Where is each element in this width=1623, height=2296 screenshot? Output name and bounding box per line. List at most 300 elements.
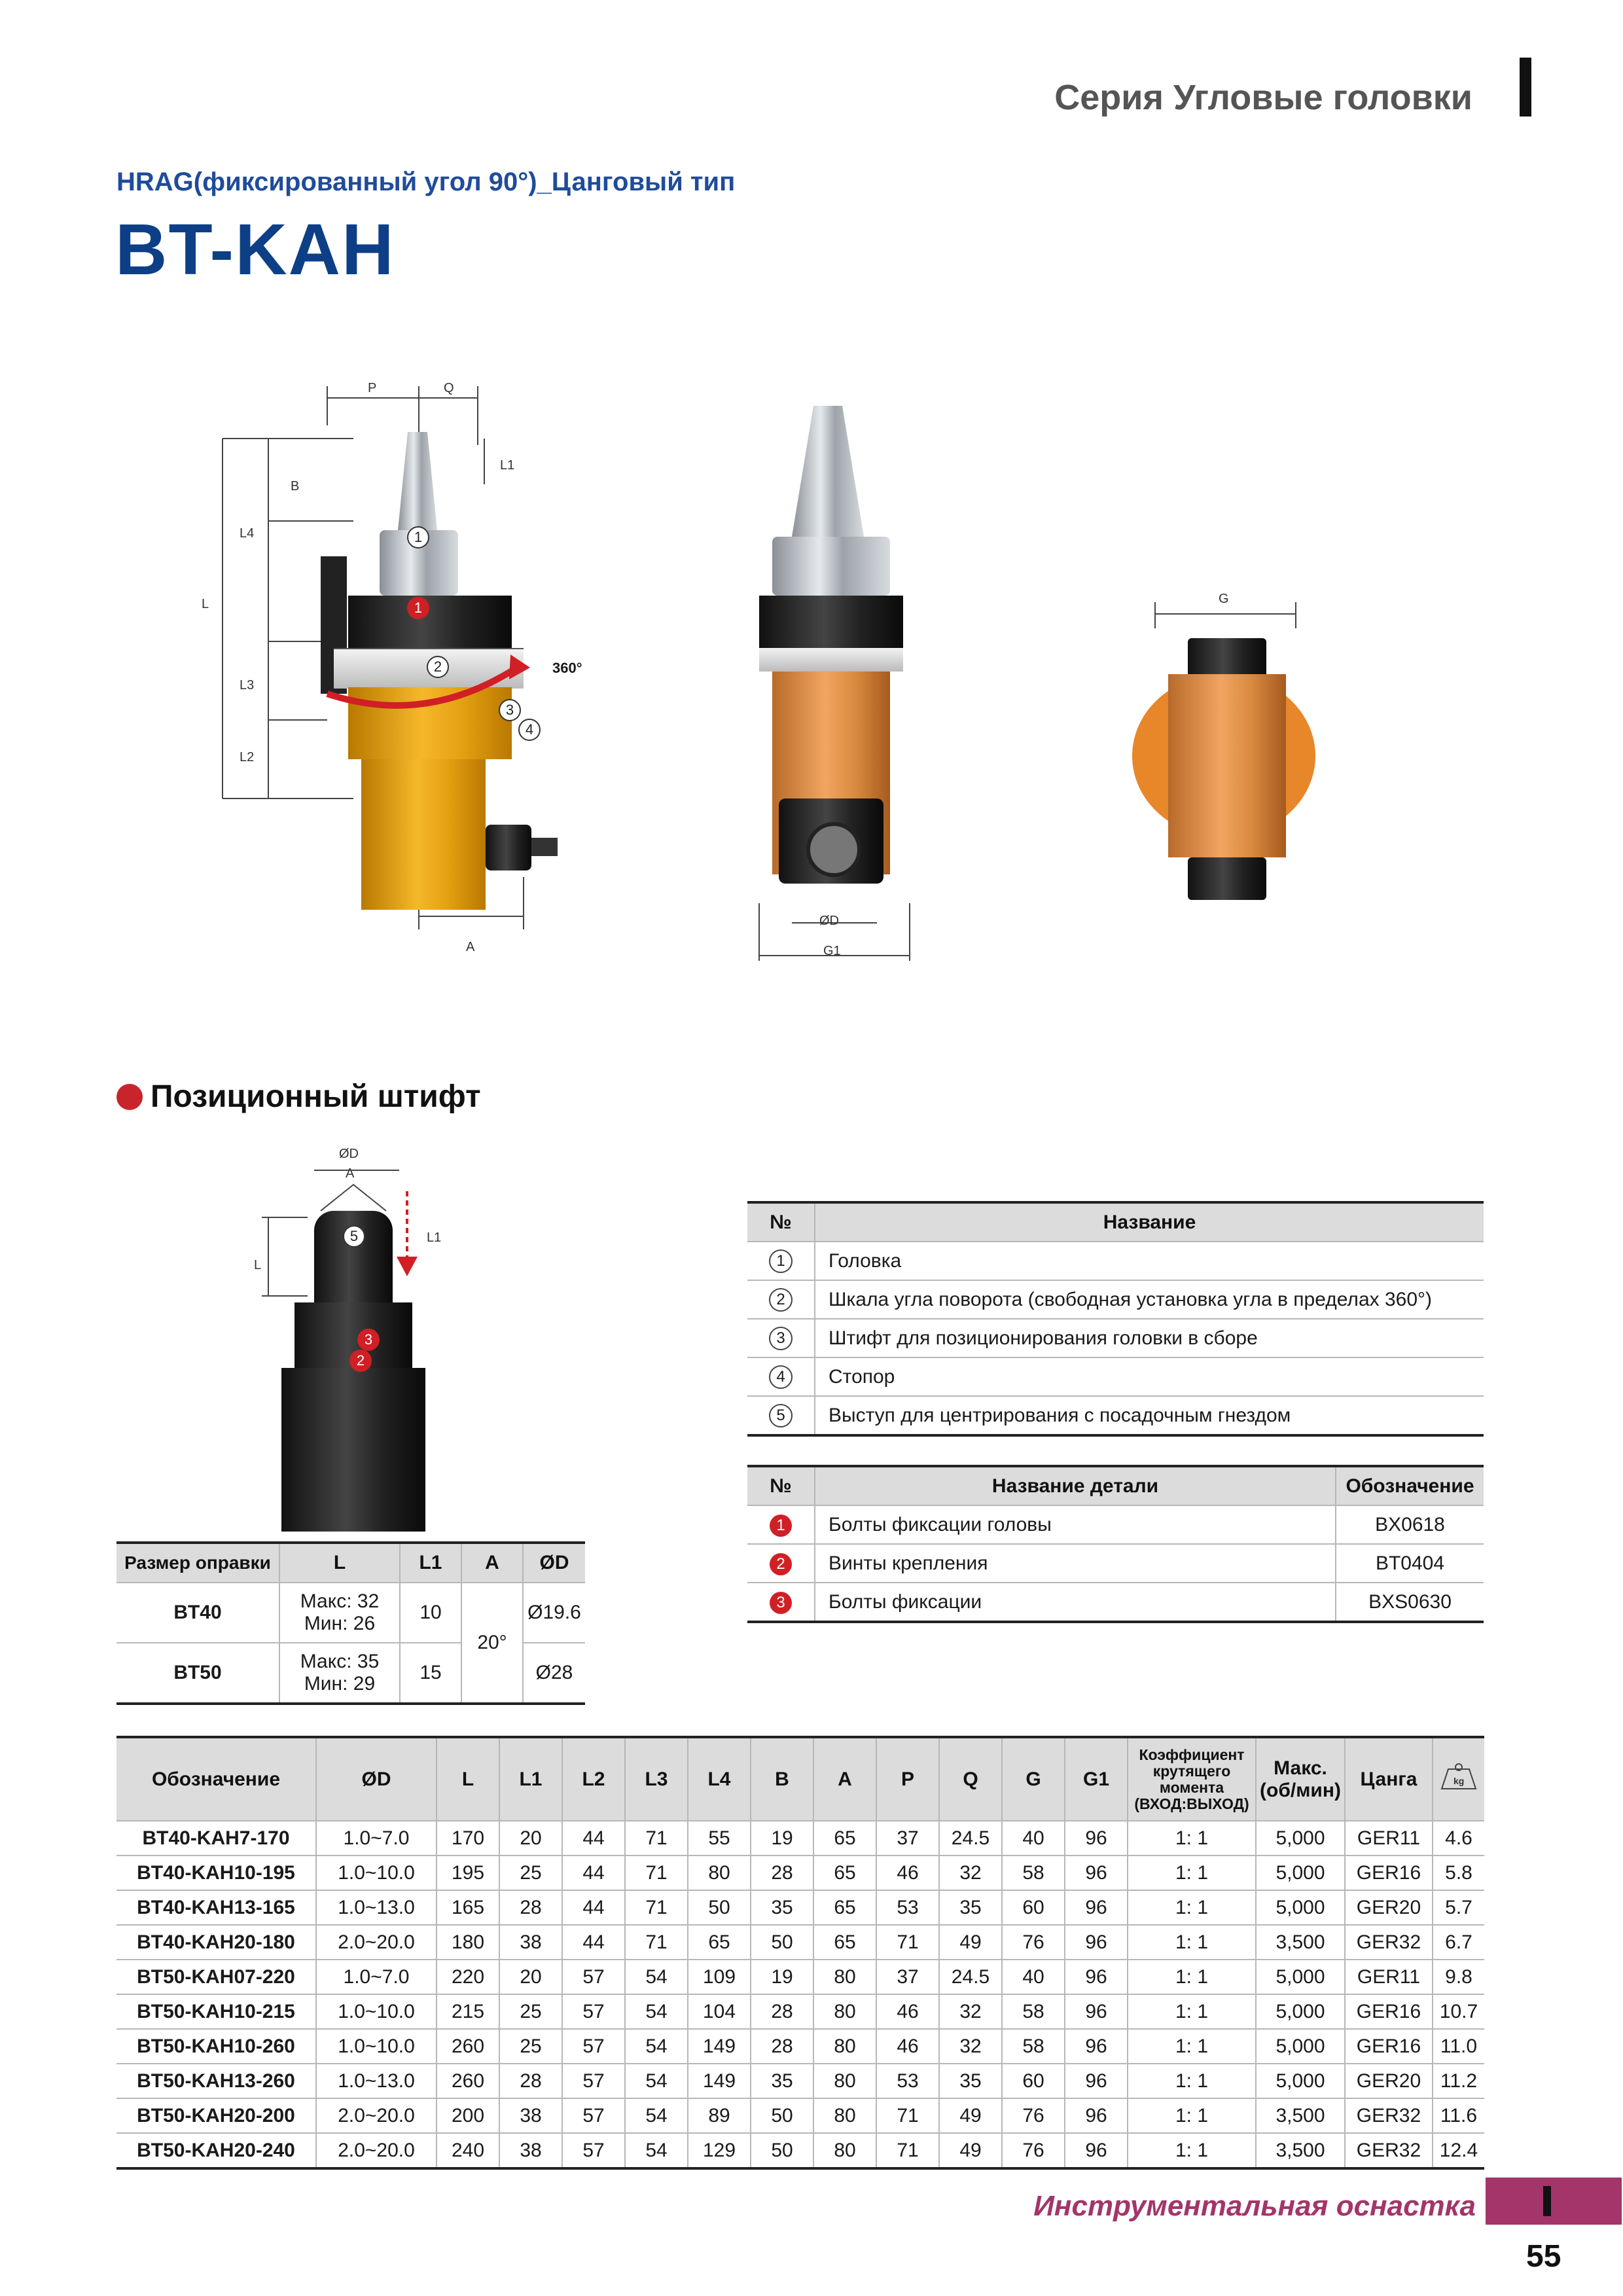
col-code: Обозначение (1336, 1466, 1484, 1505)
col-l: L (279, 1543, 400, 1583)
spec-cell: 3,500 (1256, 1925, 1345, 1960)
col-torque-ratio: Коэффициент крутящего момента (ВХОД:ВЫХОД) (1128, 1737, 1256, 1821)
spec-cell: 25 (499, 2029, 562, 2064)
col-g1: G1 (1065, 1737, 1128, 1821)
spec-cell: 1: 1 (1128, 2133, 1256, 2168)
pin-size-table (116, 1541, 585, 1705)
part-name: Выступ для центрирования с посадочным гнездом (815, 1396, 1484, 1435)
rotation-label: 360° (552, 660, 582, 676)
col-b: B (751, 1737, 813, 1821)
spec-cell: 6.7 (1433, 1925, 1484, 1960)
table-header-row (747, 1466, 1484, 1505)
spec-cell: 1.0~13.0 (316, 1890, 437, 1925)
table-row (116, 1583, 585, 1643)
dim-l2: L2 (240, 750, 255, 764)
spec-cell: 46 (876, 2029, 939, 2064)
spec-cell: 76 (1002, 2133, 1065, 2168)
spec-cell: 65 (813, 1821, 876, 1856)
spec-cell: 9.8 (1433, 1960, 1484, 1994)
spec-cell: 40 (1002, 1821, 1065, 1856)
table-row (747, 1319, 1484, 1357)
spec-cell: GER32 (1345, 1925, 1433, 1960)
spec-cell: 1.0~7.0 (316, 1960, 437, 1994)
spec-cell: 5,000 (1256, 2029, 1345, 2064)
footer-tab-label (1543, 2186, 1551, 2216)
section-arrow-icon (116, 1084, 143, 1110)
marker-1-red: 1 (407, 597, 429, 619)
spec-cell: 28 (499, 1890, 562, 1925)
front-lock-ring (759, 596, 903, 648)
spec-cell: 1: 1 (1128, 1890, 1256, 1925)
spec-cell: 1: 1 (1128, 1925, 1256, 1960)
spec-cell: 19 (751, 1821, 813, 1856)
dim-l4: L4 (240, 526, 255, 541)
col-l: L (437, 1737, 499, 1821)
col-weight (1433, 1737, 1484, 1821)
spec-designation: BT50-KAH07-220 (116, 1960, 316, 1994)
spec-cell: 35 (751, 1890, 813, 1925)
spec-cell: 80 (813, 2133, 876, 2168)
spec-cell: GER11 (1345, 1960, 1433, 1994)
weight-icon (1439, 1763, 1478, 1791)
spec-cell: 96 (1065, 1821, 1128, 1856)
pin-l-min: Мин: 29 (304, 1673, 376, 1695)
spec-designation: BT40-KAH20-180 (116, 1925, 316, 1960)
spec-cell: 44 (562, 1821, 625, 1856)
spec-cell: GER32 (1345, 2098, 1433, 2133)
spec-designation: BT40-KAH10-195 (116, 1856, 316, 1890)
spec-designation: BT40-KAH7-170 (116, 1821, 316, 1856)
front-flange (772, 537, 890, 596)
table-row (747, 1357, 1484, 1396)
section-title: Позиционный штифт (151, 1079, 481, 1114)
spec-designation: BT50-KAH20-200 (116, 2098, 316, 2133)
spec-cell: 96 (1065, 2133, 1128, 2168)
model-title: BT-KAH (115, 209, 395, 290)
pin-l1: 10 (400, 1583, 461, 1643)
spec-cell: 58 (1002, 1994, 1065, 2029)
spec-cell: 49 (939, 2098, 1002, 2133)
spec-designation: BT50-KAH10-215 (116, 1994, 316, 2029)
spec-cell: 50 (751, 2133, 813, 2168)
spec-cell: 80 (813, 1994, 876, 2029)
detail-code: BT0404 (1336, 1544, 1484, 1583)
table-header-row (747, 1202, 1484, 1242)
pin-l-max: Макс: 32 (300, 1590, 380, 1612)
table-row (116, 2064, 1484, 2098)
part-name: Головка (815, 1242, 1484, 1280)
spec-cell: 96 (1065, 1994, 1128, 2029)
col-d: ØD (523, 1543, 585, 1583)
spec-cell: 1.0~10.0 (316, 1856, 437, 1890)
spec-cell: 53 (876, 2064, 939, 2098)
table-row (747, 1280, 1484, 1319)
spec-cell: 2.0~20.0 (316, 2098, 437, 2133)
spec-cell: 24.5 (939, 1960, 1002, 1994)
spec-cell: 71 (876, 2098, 939, 2133)
spec-cell: 1: 1 (1128, 2029, 1256, 2064)
spec-designation: BT50-KAH13-260 (116, 2064, 316, 2098)
col-d: ØD (316, 1737, 437, 1821)
col-a: A (461, 1543, 523, 1583)
lock-ring (348, 596, 512, 648)
angle-head-side-figure (1126, 589, 1335, 916)
spec-cell: 35 (751, 2064, 813, 2098)
detail-number: 2 (770, 1553, 792, 1575)
spec-cell: 1: 1 (1128, 1960, 1256, 1994)
spec-cell: 104 (688, 1994, 751, 2029)
spec-cell: 50 (751, 2098, 813, 2133)
spec-cell: 1: 1 (1128, 2098, 1256, 2133)
part-number: 4 (769, 1365, 793, 1389)
spec-cell: 2.0~20.0 (316, 1925, 437, 1960)
col-name: Название (815, 1202, 1484, 1242)
spec-cell: 5,000 (1256, 1960, 1345, 1994)
dim-p: P (368, 381, 377, 395)
spec-cell: 25 (499, 1994, 562, 2029)
col-g: G (1002, 1737, 1065, 1821)
spec-cell: 54 (625, 2133, 688, 2168)
angle-head-front-figure (746, 406, 923, 962)
table-row (116, 1890, 1484, 1925)
spec-cell: 1.0~7.0 (316, 1821, 437, 1856)
table-row (116, 2133, 1484, 2168)
spec-cell: 38 (499, 2098, 562, 2133)
page-number: 55 (1526, 2239, 1561, 2274)
spec-cell: 54 (625, 2064, 688, 2098)
spec-cell: 44 (562, 1856, 625, 1890)
spec-cell: 65 (813, 1925, 876, 1960)
spec-cell: 54 (625, 1994, 688, 2029)
part-name: Шкала угла поворота (свободная установка угла в пределах 360°) (815, 1280, 1484, 1319)
spec-designation: BT40-KAH13-165 (116, 1890, 316, 1925)
spec-cell: 96 (1065, 2029, 1128, 2064)
spec-cell: 38 (499, 2133, 562, 2168)
side-dimension-lines (1126, 589, 1335, 628)
spec-cell: 58 (1002, 1856, 1065, 1890)
spec-cell: 57 (562, 1960, 625, 1994)
table-row (747, 1242, 1484, 1280)
spec-cell: 19 (751, 1960, 813, 1994)
marker-4: 4 (518, 719, 541, 741)
weight-unit: kg (1454, 1775, 1465, 1786)
spec-cell: GER16 (1345, 1856, 1433, 1890)
col-no: № (747, 1202, 815, 1242)
spec-cell: 96 (1065, 2064, 1128, 2098)
dim-l: L (202, 597, 209, 611)
spec-cell: 65 (813, 1890, 876, 1925)
angle-head-dimension-figure (196, 367, 615, 956)
spec-cell: 53 (876, 1890, 939, 1925)
pin-size: BT40 (116, 1583, 279, 1643)
spec-cell: 5.8 (1433, 1856, 1484, 1890)
table-row (747, 1396, 1484, 1435)
col-no: № (747, 1466, 815, 1505)
spec-cell: 129 (688, 2133, 751, 2168)
spec-cell: 76 (1002, 1925, 1065, 1960)
side-top-nut (1188, 638, 1266, 677)
pin-dim-a: A (346, 1166, 355, 1181)
spec-cell: 20 (499, 1960, 562, 1994)
spec-cell: 25 (499, 1856, 562, 1890)
part-number: 2 (769, 1288, 793, 1312)
spec-cell: 37 (876, 1821, 939, 1856)
spec-cell: 200 (437, 2098, 499, 2133)
spec-cell: 54 (625, 2098, 688, 2133)
spec-cell: 96 (1065, 2098, 1128, 2133)
spec-cell: 215 (437, 1994, 499, 2029)
pin-l (279, 1583, 400, 1643)
spec-cell: 170 (437, 1821, 499, 1856)
pin-dim-l1: L1 (427, 1230, 442, 1245)
col-p: P (876, 1737, 939, 1821)
col-designation: Обозначение (116, 1737, 316, 1821)
spec-cell: 80 (813, 2064, 876, 2098)
spec-cell: 46 (876, 1856, 939, 1890)
col-size: Размер оправки (116, 1543, 279, 1583)
detail-number: 3 (770, 1592, 792, 1614)
spec-designation: BT50-KAH10-260 (116, 2029, 316, 2064)
spec-table-body (116, 1821, 1484, 2168)
spec-cell: 49 (939, 1925, 1002, 1960)
detail-number: 1 (770, 1515, 792, 1537)
spec-cell: 260 (437, 2064, 499, 2098)
spec-cell: 80 (813, 1960, 876, 1994)
spec-cell: GER20 (1345, 1890, 1433, 1925)
col-l1: L1 (499, 1737, 562, 1821)
pin-d: Ø28 (523, 1643, 585, 1704)
spec-cell: 240 (437, 2133, 499, 2168)
col-detail-name: Название детали (815, 1466, 1336, 1505)
detail-table (747, 1465, 1484, 1623)
part-name: Стопор (815, 1357, 1484, 1396)
detail-name: Болты фиксации (815, 1583, 1336, 1622)
spec-cell: 28 (499, 2064, 562, 2098)
dim-g: G (1219, 592, 1229, 606)
dim-l3: L3 (240, 678, 255, 692)
spec-cell: 35 (939, 1890, 1002, 1925)
spec-cell: 57 (562, 2133, 625, 2168)
table-header-row (116, 1543, 585, 1583)
spec-cell: 32 (939, 1994, 1002, 2029)
spec-cell: 3,500 (1256, 2133, 1345, 2168)
marker-1-white: 1 (407, 526, 429, 548)
spec-cell: 5,000 (1256, 1890, 1345, 1925)
spec-cell: 11.2 (1433, 2064, 1484, 2098)
spec-cell: 57 (562, 2029, 625, 2064)
product-subtitle: HRAG(фиксированный угол 90°)_Цанговый тип (116, 168, 736, 196)
spec-cell: 1: 1 (1128, 1994, 1256, 2029)
parts-table (747, 1201, 1484, 1437)
spec-cell: 89 (688, 2098, 751, 2133)
spec-cell: 1: 1 (1128, 1821, 1256, 1856)
pin-dim-d: ØD (339, 1147, 359, 1161)
pin-l (279, 1643, 400, 1704)
spec-cell: 1: 1 (1128, 1856, 1256, 1890)
spec-cell: 96 (1065, 1925, 1128, 1960)
output-spindle (531, 838, 558, 856)
spec-cell: 44 (562, 1890, 625, 1925)
dim-a: A (466, 940, 475, 954)
spec-cell: 65 (813, 1856, 876, 1890)
spec-cell: 38 (499, 1925, 562, 1960)
spec-cell: 3,500 (1256, 2098, 1345, 2133)
detail-name: Болты фиксации головы (815, 1505, 1336, 1544)
spec-cell: 32 (939, 1856, 1002, 1890)
spec-cell: 5,000 (1256, 2064, 1345, 2098)
spec-cell: 71 (625, 1856, 688, 1890)
detail-code: BX0618 (1336, 1505, 1484, 1544)
front-scale (759, 648, 903, 672)
marker-2: 2 (427, 656, 449, 678)
table-row (116, 1821, 1484, 1856)
spec-cell: 57 (562, 2064, 625, 2098)
spec-cell: 28 (751, 1856, 813, 1890)
spec-cell: GER32 (1345, 2133, 1433, 2168)
spec-cell: GER11 (1345, 1821, 1433, 1856)
table-row (116, 1994, 1484, 2029)
collet-bore (806, 822, 861, 877)
dim-q: Q (444, 381, 454, 395)
spec-cell: 4.6 (1433, 1821, 1484, 1856)
spec-cell: 49 (939, 2133, 1002, 2168)
spec-cell: 5,000 (1256, 1856, 1345, 1890)
table-header-row (116, 1737, 1484, 1821)
series-title: Серия Угловые головки (1054, 78, 1472, 117)
spec-cell: 96 (1065, 1890, 1128, 1925)
spec-cell: 1: 1 (1128, 2064, 1256, 2098)
pin-a: 20° (461, 1583, 523, 1704)
spec-cell: GER20 (1345, 2064, 1433, 2098)
pin-l1: 15 (400, 1643, 461, 1704)
pin-d: Ø19.6 (523, 1583, 585, 1643)
spec-cell: 149 (688, 2064, 751, 2098)
spec-cell: 50 (688, 1890, 751, 1925)
spec-cell: 180 (437, 1925, 499, 1960)
part-number: 5 (769, 1404, 793, 1427)
front-taper (792, 406, 864, 537)
col-collet: Цанга (1345, 1737, 1433, 1821)
dim-g1: G1 (823, 944, 841, 958)
spec-cell: 11.0 (1433, 2029, 1484, 2064)
side-body (1168, 674, 1286, 857)
spec-cell: 195 (437, 1856, 499, 1890)
col-a: A (813, 1737, 876, 1821)
table-row (116, 1856, 1484, 1890)
spec-cell: 71 (876, 2133, 939, 2168)
pin-l-max: Макс: 35 (300, 1651, 380, 1672)
spec-cell: 32 (939, 2029, 1002, 2064)
spec-cell: 57 (562, 1994, 625, 2029)
collet-nut (486, 825, 531, 870)
spec-cell: 2.0~20.0 (316, 2133, 437, 2168)
spec-cell: 54 (625, 1960, 688, 1994)
pin-size: BT50 (116, 1643, 279, 1704)
col-max-rpm: Макс. (об/мин) (1256, 1737, 1345, 1821)
spec-cell: 37 (876, 1960, 939, 1994)
table-row (116, 1925, 1484, 1960)
col-l4: L4 (688, 1737, 751, 1821)
part-name: Штифт для позиционирования головки в сборе (815, 1319, 1484, 1357)
table-row (747, 1583, 1484, 1622)
spec-cell: 96 (1065, 1856, 1128, 1890)
spec-table (116, 1736, 1484, 2170)
dim-d: ØD (819, 914, 839, 928)
spec-cell: 65 (688, 1925, 751, 1960)
spec-cell: 50 (751, 1925, 813, 1960)
spec-cell: 76 (1002, 2098, 1065, 2133)
spec-cell: 44 (562, 1925, 625, 1960)
detail-name: Винты крепления (815, 1544, 1336, 1583)
spec-cell: 1.0~10.0 (316, 1994, 437, 2029)
series-bar (1520, 58, 1531, 117)
table-row (747, 1544, 1484, 1583)
spec-cell: GER16 (1345, 1994, 1433, 2029)
spec-cell: 46 (876, 1994, 939, 2029)
table-row (116, 1960, 1484, 1994)
spec-cell: 35 (939, 2064, 1002, 2098)
spec-cell: 60 (1002, 1890, 1065, 1925)
side-bottom-nut (1188, 857, 1266, 900)
table-row (116, 2098, 1484, 2133)
col-l2: L2 (562, 1737, 625, 1821)
col-l1: L1 (400, 1543, 461, 1583)
spec-cell: 80 (813, 2029, 876, 2064)
spec-cell: 11.6 (1433, 2098, 1484, 2133)
spec-cell: 165 (437, 1890, 499, 1925)
spec-cell: 24.5 (939, 1821, 1002, 1856)
spec-cell: GER16 (1345, 2029, 1433, 2064)
pin-marker-3: 3 (357, 1329, 380, 1351)
detail-code: BXS0630 (1336, 1583, 1484, 1622)
spec-cell: 220 (437, 1960, 499, 1994)
spec-cell: 71 (625, 1890, 688, 1925)
position-pin-figure (249, 1145, 465, 1532)
spec-cell: 71 (625, 1821, 688, 1856)
spec-cell: 5,000 (1256, 1821, 1345, 1856)
spec-cell: 10.7 (1433, 1994, 1484, 2029)
spec-cell: 71 (625, 1925, 688, 1960)
spec-cell: 80 (813, 2098, 876, 2133)
gold-head (361, 759, 486, 910)
spec-cell: 58 (1002, 2029, 1065, 2064)
spec-cell: 1.0~13.0 (316, 2064, 437, 2098)
footer-tab (1486, 2178, 1622, 2225)
spec-cell: 71 (876, 1925, 939, 1960)
spec-cell: 60 (1002, 2064, 1065, 2098)
spec-cell: 28 (751, 1994, 813, 2029)
table-row (116, 2029, 1484, 2064)
spec-cell: 96 (1065, 1960, 1128, 1994)
footer-title: Инструментальная оснастка (1033, 2190, 1476, 2222)
spec-cell: 55 (688, 1821, 751, 1856)
spec-designation: BT50-KAH20-240 (116, 2133, 316, 2168)
table-row (747, 1505, 1484, 1544)
col-q: Q (939, 1737, 1002, 1821)
part-number: 3 (769, 1327, 793, 1350)
pin-marker-2: 2 (349, 1350, 372, 1372)
spec-cell: 5,000 (1256, 1994, 1345, 2029)
spec-cell: 1.0~10.0 (316, 2029, 437, 2064)
spec-cell: 149 (688, 2029, 751, 2064)
pin-l-min: Мин: 26 (304, 1613, 376, 1634)
pin-marker-5: 5 (343, 1225, 365, 1247)
spec-cell: 57 (562, 2098, 625, 2133)
spec-cell: 40 (1002, 1960, 1065, 1994)
spec-cell: 5.7 (1433, 1890, 1484, 1925)
pin-dim-l: L (254, 1258, 262, 1272)
spec-cell: 20 (499, 1821, 562, 1856)
